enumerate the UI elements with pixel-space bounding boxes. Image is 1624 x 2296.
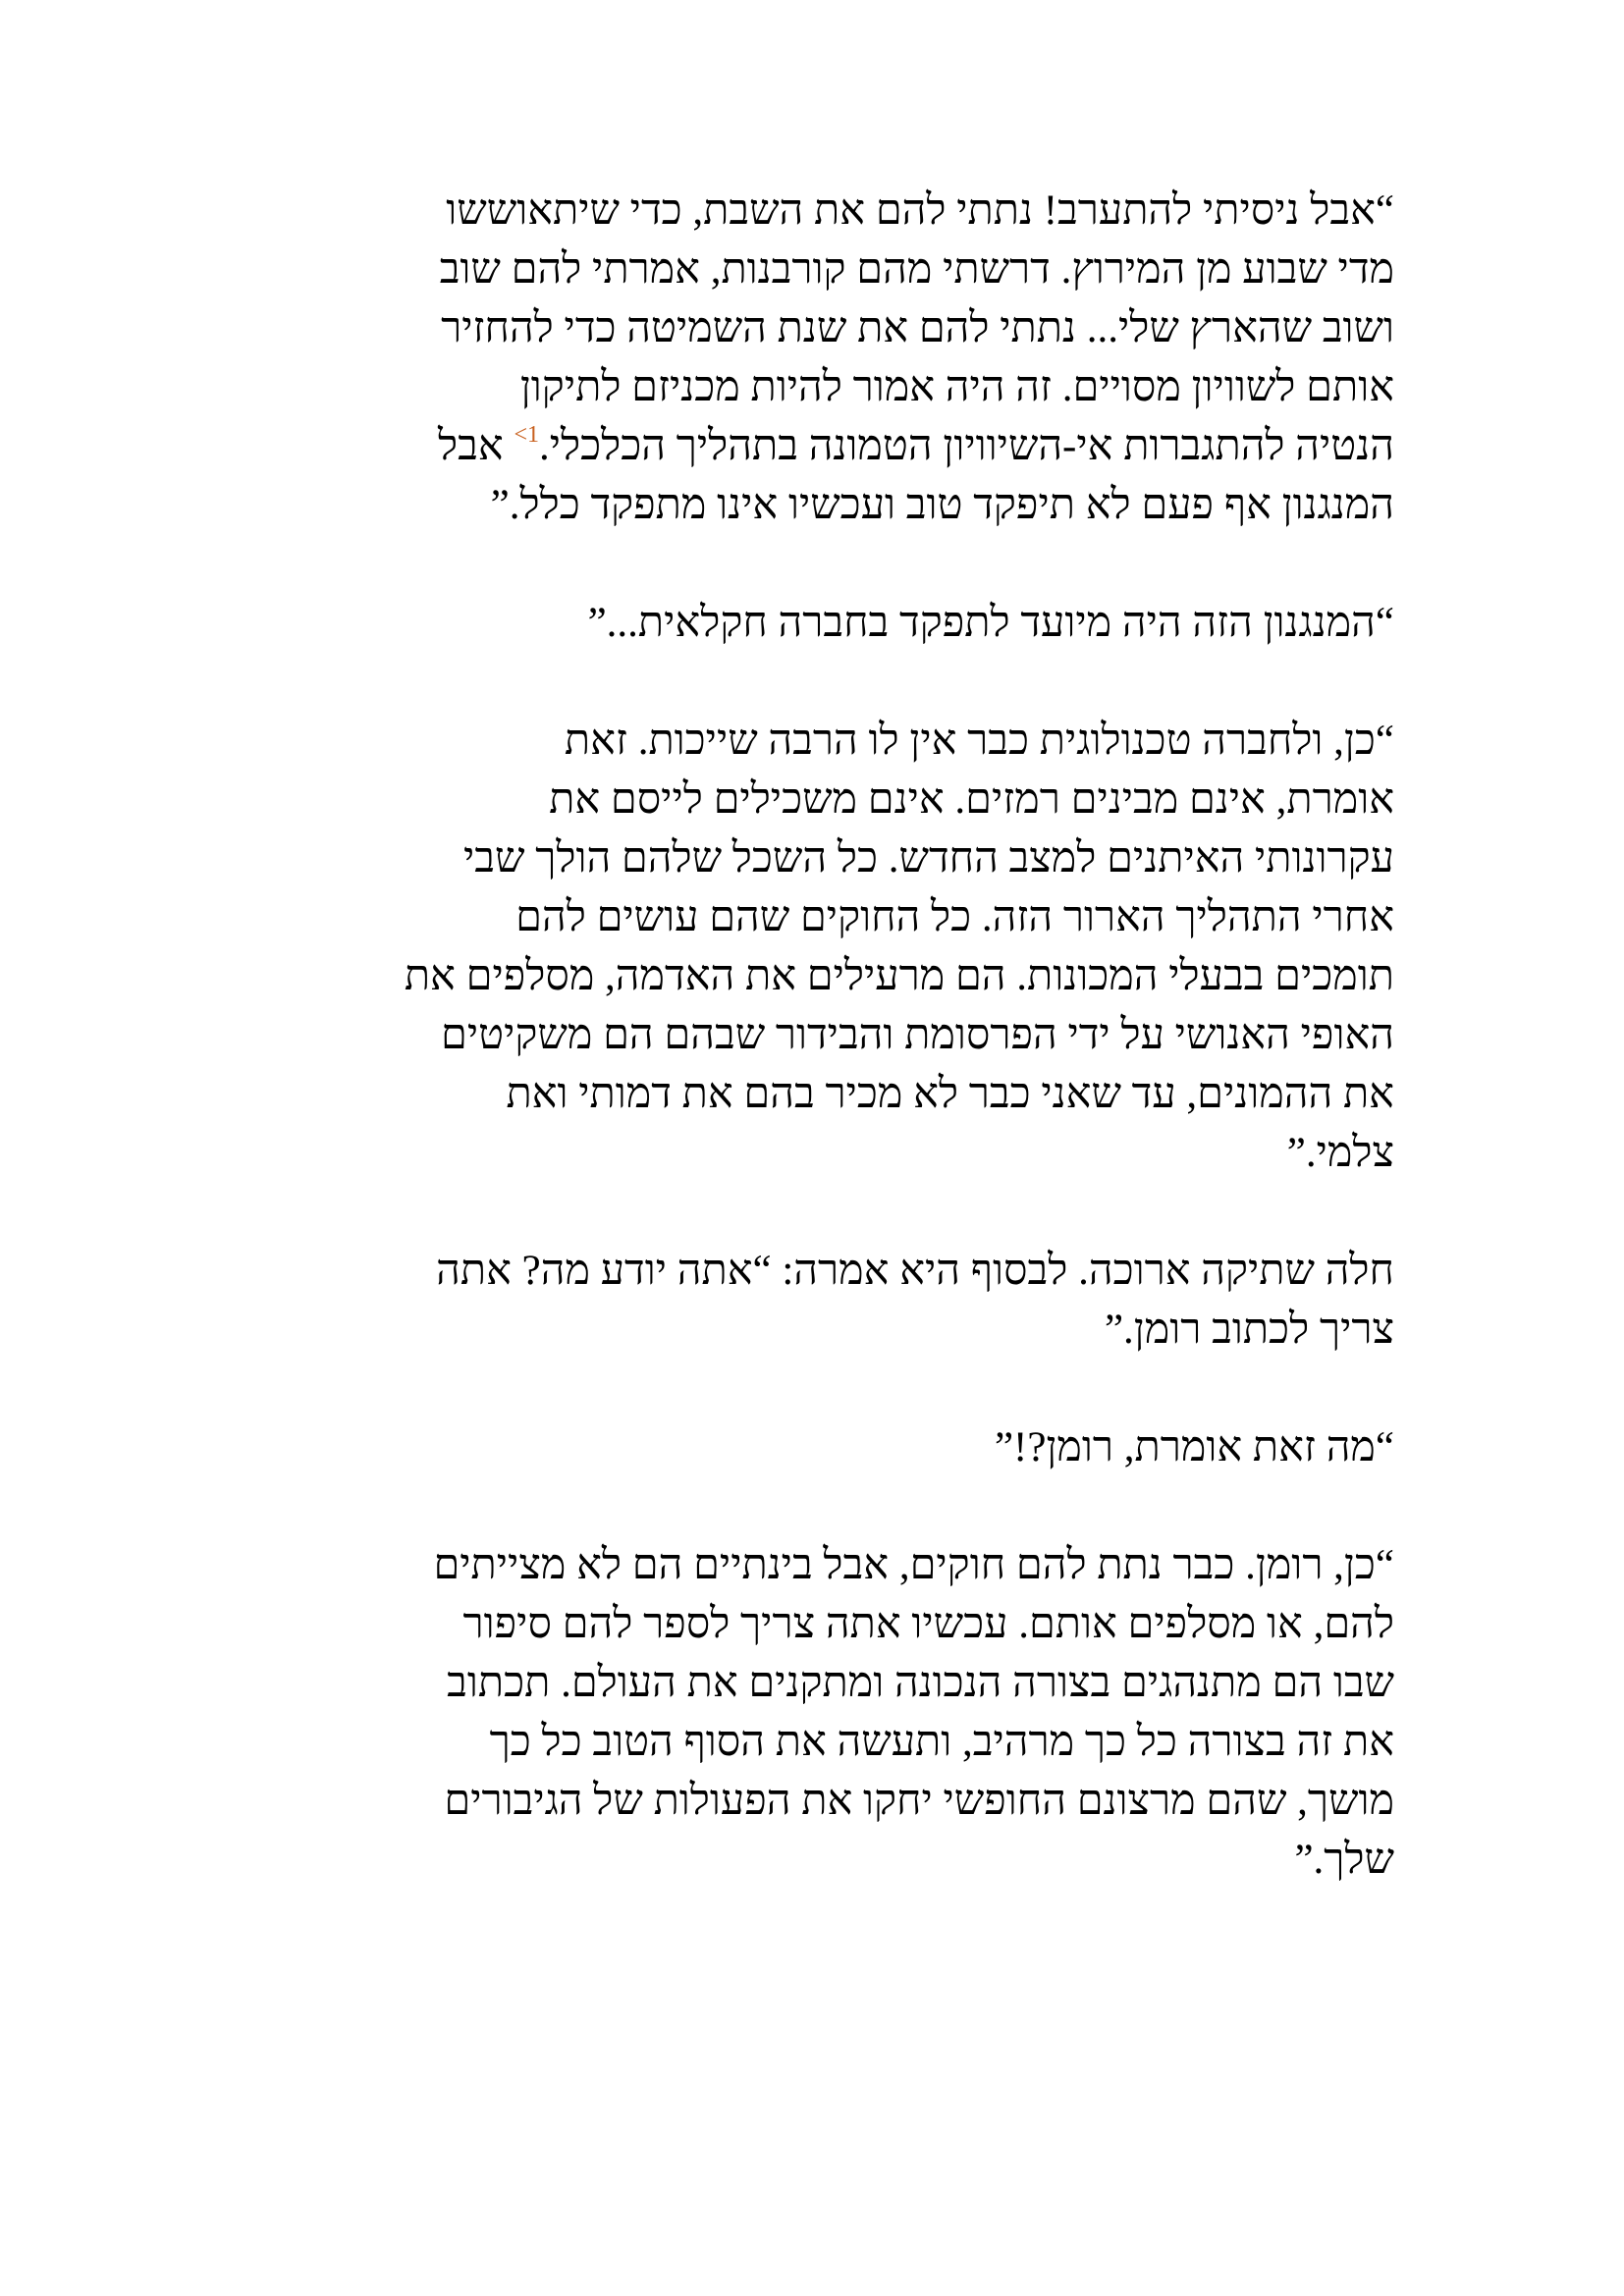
text-line: את זה בצורה כל כך מרהיב, ותעשה את הסוף הטוב כל כך bbox=[489, 1719, 1394, 1765]
text-line: את ההמונים, עד שאני כבר לא מכיר בהם את דמותי ואת bbox=[506, 1071, 1394, 1117]
text-line: חלה שתיקה ארוכה. לבסוף היא אמרה: “אתה יודע מה? אתה bbox=[436, 1248, 1394, 1294]
text-line: ושוב שהארץ שלי... נתתי להם את שנת השמיטה כדי להחזיר bbox=[441, 305, 1394, 351]
text-line: “אבל ניסיתי להתערב! נתתי להם את השבת, כדי שיתאוששו bbox=[446, 187, 1394, 234]
text-line: צריך לכתוב רומן.” bbox=[1104, 1307, 1394, 1353]
text-line: “מה זאת אומרת, רומן?!” bbox=[994, 1424, 1394, 1470]
text-line: אחרי התהליך הארור הזה. כל החוקים שהם עושים להם bbox=[515, 894, 1394, 940]
text-line: תומכים בבעלי המכונות. הם מרעילים את האדמה, מסלפים את bbox=[404, 953, 1394, 999]
text-segment: הנטיה להתגברות אי-השיוויון הטמונה בתהליך הכלכלי. bbox=[538, 423, 1394, 469]
footnote-marker[interactable]: 1> bbox=[514, 422, 539, 448]
paragraph-1 bbox=[245, 182, 1394, 535]
text-line: אומרת, אינם מבינים רמזים. אינם משכילים לייסם את bbox=[549, 776, 1394, 823]
paragraph-6 bbox=[245, 1536, 1394, 1890]
text-line: האופי האנושי על ידי הפרסומת והבידור שבהם הם משקיטים bbox=[441, 1012, 1394, 1058]
text-line: “המנגנון הזה היה מיועד לתפקד בחברה חקלאית...” bbox=[587, 600, 1394, 646]
text-line: שבו הם מתנהגים בצורה הנכונה ומתקנים את העולם. תכתוב bbox=[447, 1660, 1394, 1706]
text-line: שלך.” bbox=[1294, 1837, 1394, 1883]
text-line: אותם לשוויון מסויים. זה היה אמור להיות מכניזם לתיקון bbox=[519, 364, 1394, 410]
text-line: עקרונותי האיתנים למצב החדש. כל השכל שלהם הולך שבי bbox=[463, 835, 1394, 881]
text-line: “כן, רומן. כבר נתת להם חוקים, אבל בינתיים הם לא מצייתים bbox=[433, 1542, 1394, 1588]
paragraph-2 bbox=[245, 594, 1394, 653]
paragraph-5 bbox=[245, 1418, 1394, 1477]
paragraph-3 bbox=[245, 712, 1394, 1183]
text-line: מושך, שהם מרצונם החופשי יחקו את הפעולות של הגיבורים bbox=[444, 1778, 1394, 1824]
text-line: מדי שבוע מן המירוץ. דרשתי מהם קורבנות, אמרתי להם שוב bbox=[439, 246, 1394, 293]
document-page bbox=[245, 182, 1394, 1949]
paragraph-4 bbox=[245, 1242, 1394, 1360]
text-segment: אבל bbox=[438, 423, 514, 469]
text-line: המנגנון אף פעם לא תיפקד טוב ועכשיו אינו מתפקד כלל.” bbox=[490, 482, 1394, 528]
footnote-text-line bbox=[245, 417, 1394, 476]
text-line: להם, או מסלפים אותם. עכשיו אתה צריך לספר להם סיפור bbox=[462, 1601, 1394, 1647]
text-line: צלמי.” bbox=[1286, 1130, 1394, 1176]
text-line: “כן, ולחברה טכנולוגית כבר אין לו הרבה שייכות. זאת bbox=[564, 718, 1394, 764]
